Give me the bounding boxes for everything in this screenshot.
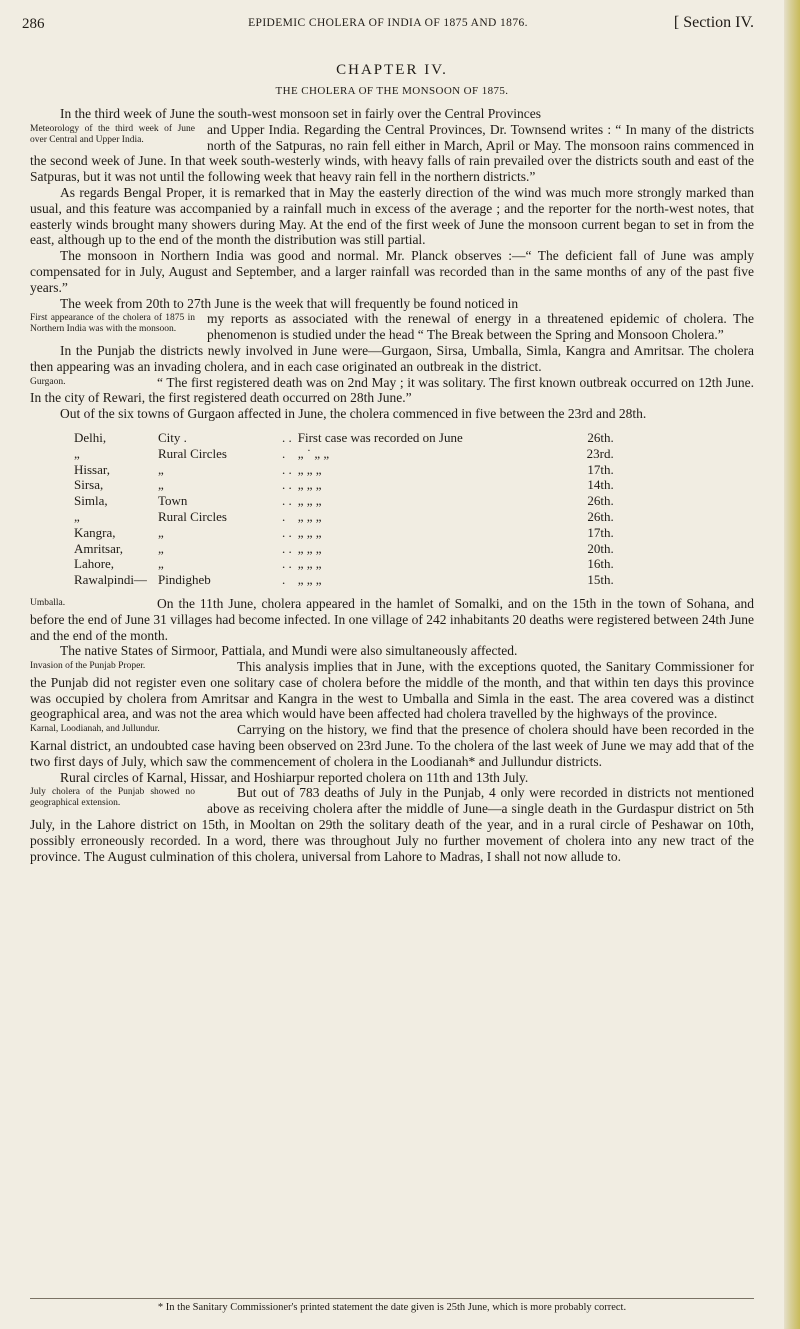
paragraph-1-cont bbox=[30, 122, 754, 185]
table-row bbox=[74, 572, 620, 588]
table-cell-district: Sirsa, bbox=[74, 477, 104, 493]
table-cell-dots: . . bbox=[282, 461, 292, 477]
table-cell-district: Kangra, bbox=[74, 524, 116, 540]
table-cell-date: 26th. bbox=[587, 429, 614, 445]
table-row bbox=[74, 541, 620, 557]
table-cell-record: „ „ „ bbox=[297, 540, 322, 556]
table-row bbox=[74, 509, 620, 525]
table-cell-date: 16th. bbox=[587, 556, 614, 572]
table-cell-district: Lahore, bbox=[74, 556, 115, 572]
table-cell-district: Delhi, bbox=[74, 429, 107, 445]
section-label: [ Section IV. bbox=[673, 14, 754, 31]
table-cell-date: 26th. bbox=[587, 508, 614, 524]
table-cell-record: „ „ „ bbox=[297, 493, 322, 509]
table-cell-date: 15th. bbox=[587, 572, 614, 588]
running-head bbox=[22, 14, 754, 36]
table-row bbox=[74, 493, 620, 509]
paragraph-7: Out of the six towns of Gurgaon affected in June, the cholera commenced in five between the 23rd and 28th. bbox=[60, 406, 647, 422]
table-row bbox=[74, 446, 620, 462]
paragraph-11-text: Carrying on the history, we find that the presence of cholera should have been recorded in the Karnal district, an undoubted case having been observed on 23rd June. To the cholera of the last week of June we may add that of the two first days of July, which saw the commencement of cholera in the Loodianah* and Jullundur districts. bbox=[30, 722, 754, 769]
paragraph-8-text: On the 11th June, cholera appeared in the hamlet of Somalki, and on the 15th in the town of Sohana, and before the end of June 31 villages had become infected. In one village of 242 inhabitants 20 deaths were registered between 24th June and the end of the month. bbox=[30, 595, 754, 643]
paragraph-10 bbox=[30, 659, 754, 722]
table-cell-date: 26th. bbox=[587, 493, 614, 509]
table-row bbox=[74, 430, 620, 446]
paragraph-13-text: But out of 783 deaths of July in the Punjab, 4 only were recorded in districts not mentioned above as receiving cholera after the middle of June—a single death in the Gurdaspur district on 5th July, in the Lahore district on 15th, in Mooltan on 29th the solitary death of the year, and in a rural circle of Peshawar on 10th, possibly erroneously recorded. In a word, there was throughout July no further movement of cholera into any new tract of the province. The August culmination of this cholera, universal from Lahore to Madras, I shall not now allude to. bbox=[30, 785, 754, 864]
table-cell-district: „ bbox=[74, 445, 80, 461]
table-cell-record: „ „ „ bbox=[297, 508, 322, 524]
body-text bbox=[30, 106, 754, 864]
table-cell-area: „ bbox=[158, 556, 164, 572]
footnote: * In the Sanitary Commissioner's printed statement the date given is 25th June, which is more probably correct. bbox=[30, 1298, 754, 1314]
table-row bbox=[74, 556, 620, 572]
district-table bbox=[74, 430, 620, 588]
running-title: EPIDEMIC CHOLERA OF INDIA OF 1875 AND 1876. bbox=[248, 17, 528, 29]
paragraph-8 bbox=[30, 596, 754, 643]
sidenote-invasion: Invasion of the Punjab Proper. bbox=[30, 661, 146, 672]
paragraph-2: As regards Bengal Proper, it is remarked that in May the easterly direction of the wind was much more strongly marked than usual, and this feature was accompanied by a rainfall much in excess of the average ; and the reporter for the north-west notes, that easterly winds brought many showers during May. At the end of the first week of June the monsoon current began to set in from the east, although up to the end of the month the distribution was still partial. bbox=[30, 184, 754, 248]
sidenote-gurgaon: Gurgaon. bbox=[30, 376, 66, 387]
paragraph-1 bbox=[30, 106, 754, 122]
table-cell-record: „ ˙ „ „ bbox=[297, 445, 330, 461]
table-cell-record: „ „ „ bbox=[297, 572, 322, 588]
table-cell-date: 17th. bbox=[587, 461, 614, 477]
table-cell-area: Town bbox=[158, 493, 188, 509]
table-cell-dots: . . bbox=[282, 540, 292, 556]
paragraph-6-text: “ The first registered death was on 2nd May ; it was solitary. The first known outbreak occurred on 12th June. In the city of Rewari, the first registered death occurred on 28th June.” bbox=[30, 374, 754, 406]
sidenote-first-appearance: First appearance of the cholera of 1875 in Northern India was with the monsoon. bbox=[30, 313, 195, 335]
sidenote-umballa: Umballa. bbox=[30, 597, 66, 608]
chapter-subtitle: THE CHOLERA OF THE MONSOON OF 1875. bbox=[275, 85, 509, 97]
table-cell-district: Amritsar, bbox=[74, 540, 123, 556]
paragraph-12: Rural circles of Karnal, Hissar, and Hoshiarpur reported cholera on 11th and 13th July. bbox=[60, 769, 529, 785]
table-row bbox=[74, 525, 620, 541]
table-cell-record: „ „ „ bbox=[297, 477, 322, 493]
table-cell-area: „ bbox=[158, 461, 164, 477]
sidenote-july-cholera: July cholera of the Punjab showed no geographical extension. bbox=[30, 787, 195, 809]
table-cell-area: „ bbox=[158, 524, 164, 540]
table-cell-record: „ „ „ bbox=[297, 524, 322, 540]
paragraph-4-lead: The week from 20th to 27th June is the week that will frequently be found noticed in bbox=[60, 295, 519, 311]
paragraph-1-lead: In the third week of June the south-west monsoon set in fairly over the Central Provinces bbox=[60, 106, 542, 121]
table-cell-district: Hissar, bbox=[74, 461, 110, 477]
table-cell-district: „ bbox=[74, 508, 80, 524]
table-cell-dots: . . bbox=[282, 429, 292, 445]
paragraph-4-cont bbox=[30, 311, 754, 343]
table-cell-dots: . bbox=[282, 445, 286, 461]
paragraph-4 bbox=[30, 296, 754, 312]
table-cell-area: Pindigheb bbox=[158, 572, 211, 588]
table-cell-dots: . bbox=[282, 572, 286, 588]
paragraph-10-text: This analysis implies that in June, with the exceptions quoted, the Sanitary Commissioner for the Punjab did not register even one solitary case of cholera before the middle of the month, and that within ten days this province was occupied by cholera from Amritsar and Kangra in the west to Umballa and Simla in the east. The area covered was a distinct geographical area, and was not the area which would have been affected had cholera travelled by the highways of the province. bbox=[30, 659, 754, 722]
table-cell-record: First case was recorded on June bbox=[297, 429, 463, 445]
table-cell-record: „ „ „ bbox=[297, 461, 322, 477]
paragraph-13 bbox=[30, 785, 754, 864]
table-row bbox=[74, 477, 620, 493]
table-cell-record: „ „ „ bbox=[297, 556, 322, 572]
paragraph-6 bbox=[30, 375, 754, 407]
paragraph-1-rest: and Upper India. Regarding the Central Provinces, Dr. Townsend writes : “ In many of the districts north of the Satpuras, no rain fell either in March, April or May. The monsoon rains commenced in the second week of June. In that week south-westerly winds, with heavy falls of rain prevailed over the districts south and east of the Satpuras, but it was not until the following week that heavy rain fell in the northern districts.” bbox=[30, 121, 754, 185]
sidenote-karnal: Karnal, Loodianah, and Jullundur. bbox=[30, 724, 160, 735]
table-cell-date: 17th. bbox=[587, 524, 614, 540]
paragraph-9: The native States of Sirmoor, Pattiala, and Mundi were also simultaneously affected. bbox=[60, 643, 518, 659]
page-edge bbox=[784, 0, 800, 1329]
table-cell-dots: . . bbox=[282, 556, 292, 572]
table-cell-district: Simla, bbox=[74, 493, 108, 509]
table-cell-area: Rural Circles bbox=[158, 445, 227, 461]
chapter-title: CHAPTER IV. bbox=[336, 62, 448, 78]
paragraph-11 bbox=[30, 722, 754, 769]
table-cell-dots: . bbox=[282, 508, 286, 524]
table-cell-area: „ bbox=[158, 477, 164, 493]
table-cell-date: 20th. bbox=[587, 540, 614, 556]
table-cell-date: 23rd. bbox=[586, 445, 614, 461]
table-cell-dots: . . bbox=[282, 477, 292, 493]
table-cell-area: City . bbox=[158, 429, 187, 445]
table-row bbox=[74, 462, 620, 478]
table-cell-date: 14th. bbox=[587, 477, 614, 493]
table-cell-dots: . . bbox=[282, 493, 292, 509]
sidenote-meteorology: Meteorology of the third week of June over Central and Upper India. bbox=[30, 123, 195, 145]
paragraph-4-rest: my reports as associated with the renewal of energy in a threatened epidemic of cholera. The phenomenon is studied under the head “ The Break between the Spring and Monsoon Cholera.” bbox=[207, 311, 754, 343]
table-cell-district: Rawalpindi— bbox=[74, 572, 147, 588]
table-cell-area: Rural Circles bbox=[158, 508, 227, 524]
paragraph-5: In the Punjab the districts newly involved in June were—Gurgaon, Sirsa, Umballa, Simla, Kangra and Amritsar. The cholera then appearing was an invading cholera, and in each case originated an outbreak in the district. bbox=[30, 342, 754, 374]
table-cell-area: „ bbox=[158, 540, 164, 556]
table-cell-dots: . . bbox=[282, 524, 292, 540]
page-number: 286 bbox=[22, 16, 45, 32]
paragraph-3: The monsoon in Northern India was good and normal. Mr. Planck observes :—“ The deficient fall of June was amply compensated for in July, August and September, and a larger rainfall was recorded than in the same months of any of the past five years.” bbox=[30, 248, 754, 295]
